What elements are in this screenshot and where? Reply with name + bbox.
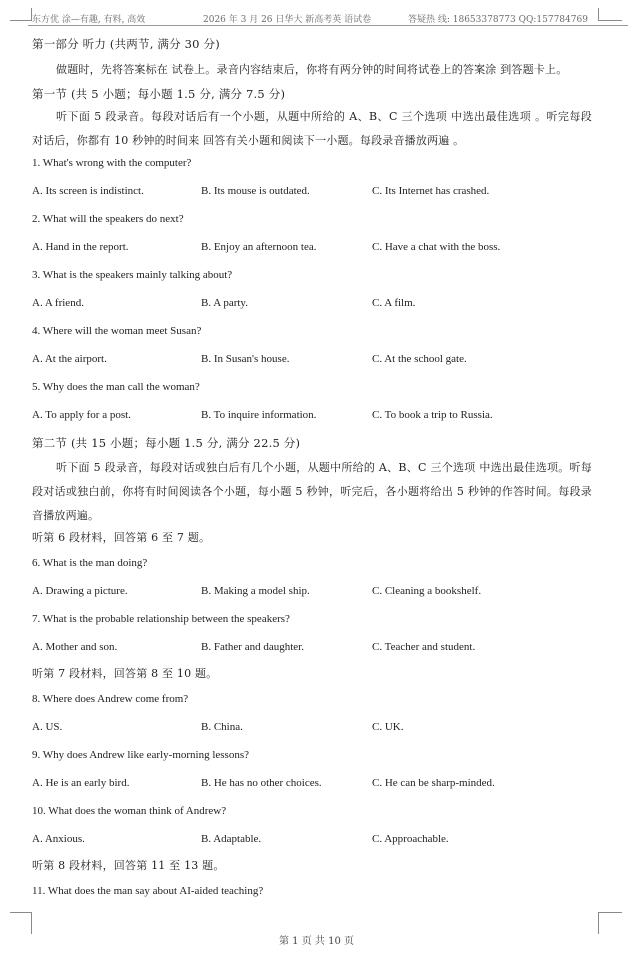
option-c: C. A film.	[372, 297, 416, 309]
header-contact: 答疑热 线: 18653378773 QQ:157784769	[408, 15, 588, 25]
group6-label: 听第 6 段材料，回答第 6 至 7 题。	[32, 531, 211, 544]
question-7: 7. What is the probable relationship between the speakers?	[32, 613, 290, 625]
section1-title: 第一节 (共 5 小题；每小题 1.5 分, 满分 7.5 分)	[32, 87, 286, 101]
option-a: A. At the airport.	[32, 353, 107, 365]
option-c: C. Its Internet has crashed.	[372, 185, 490, 197]
section1-instruction: 听下面 5 段录音。每段对话后有一个小题，从题中所给的 A、B、C 三个选项 中选出最佳选项 。听完每段对话后，你都有 10 秒钟的时间来 回答有关小题和阅读下一小题。每段录音播放两遍 。	[32, 110, 592, 147]
option-a: A. US.	[32, 721, 63, 733]
crop-mark	[598, 20, 622, 21]
crop-mark	[598, 912, 599, 934]
page-number: 第 1 页 共 10 页	[279, 936, 354, 947]
option-b: B. China.	[201, 721, 243, 733]
option-b: B. Adaptable.	[201, 833, 262, 845]
option-a: A. Anxious.	[32, 833, 85, 845]
option-c: C. Teacher and student.	[372, 641, 476, 653]
section2-title: 第二节 (共 15 小题；每小题 1.5 分, 满分 22.5 分)	[32, 436, 301, 450]
header-left-text: 东方优 涂—有趣, 有料, 高效	[32, 15, 146, 25]
crop-mark	[10, 20, 32, 21]
option-b: B. Making a model ship.	[201, 585, 310, 597]
question-5: 5. Why does the man call the woman?	[32, 381, 200, 393]
option-b: B. In Susan's house.	[201, 353, 290, 365]
part1-instruction: 做题时，先将答案标在 试卷上。录音内容结束后，你将有两分钟的时间将试卷上的答案涂 到答题卡上。	[56, 63, 568, 76]
option-c: C. To book a trip to Russia.	[372, 409, 493, 421]
crop-mark	[31, 8, 32, 20]
crop-mark	[31, 912, 32, 934]
question-4: 4. Where will the woman meet Susan?	[32, 325, 202, 337]
option-a: A. A friend.	[32, 297, 84, 309]
option-c: C. He can be sharp-minded.	[372, 777, 495, 789]
crop-mark	[598, 912, 622, 913]
question-11: 11. What does the man say about AI-aided teaching?	[32, 885, 264, 897]
option-a: A. Its screen is indistinct.	[32, 185, 144, 197]
option-b: B. A party.	[201, 297, 248, 309]
option-b: B. Its mouse is outdated.	[201, 185, 310, 197]
header-exam-title: 2026 年 3 月 26 日华大 新高考英 语试卷	[203, 15, 372, 25]
crop-mark	[10, 912, 32, 913]
option-b: B. Enjoy an afternoon tea.	[201, 241, 317, 253]
question-10: 10. What does the woman think of Andrew?	[32, 805, 227, 817]
question-6: 6. What is the man doing?	[32, 557, 148, 569]
option-c: C. Approachable.	[372, 833, 449, 845]
question-9: 9. Why does Andrew like early-morning lessons?	[32, 749, 250, 761]
option-b: B. To inquire information.	[201, 409, 317, 421]
option-c: C. Have a chat with the boss.	[372, 241, 501, 253]
option-a: A. He is an early bird.	[32, 777, 130, 789]
group7-label: 听第 7 段材料，回答第 8 至 10 题。	[32, 667, 218, 680]
question-1: 1. What's wrong with the computer?	[32, 157, 192, 169]
option-a: A. To apply for a post.	[32, 409, 131, 421]
page-header	[28, 11, 628, 26]
option-c: C. Cleaning a bookshelf.	[372, 585, 482, 597]
option-b: B. Father and daughter.	[201, 641, 304, 653]
question-3: 3. What is the speakers mainly talking about?	[32, 269, 233, 281]
part1-title: 第一部分 听力 (共两节, 满分 30 分)	[32, 37, 220, 51]
option-c: C. UK.	[372, 721, 404, 733]
crop-mark	[598, 8, 599, 20]
group8-label: 听第 8 段材料，回答第 11 至 13 题。	[32, 859, 225, 872]
option-a: A. Hand in the report.	[32, 241, 129, 253]
section2-instruction: 听下面 5 段录音，每段对话或独白后有几个小题，从题中所给的 A、B、C 三个选项 中选出最佳选项。听每段对话或独白前，你将有时间阅读各个小题，每小题 5 秒钟，听完后，各小题将给出 5 秒钟的作答时间。每段录音播放两遍。	[32, 461, 592, 522]
question-2: 2. What will the speakers do next?	[32, 213, 184, 225]
question-8: 8. Where does Andrew come from?	[32, 693, 189, 705]
option-a: A. Mother and son.	[32, 641, 118, 653]
option-c: C. At the school gate.	[372, 353, 467, 365]
option-a: A. Drawing a picture.	[32, 585, 128, 597]
option-b: B. He has no other choices.	[201, 777, 322, 789]
